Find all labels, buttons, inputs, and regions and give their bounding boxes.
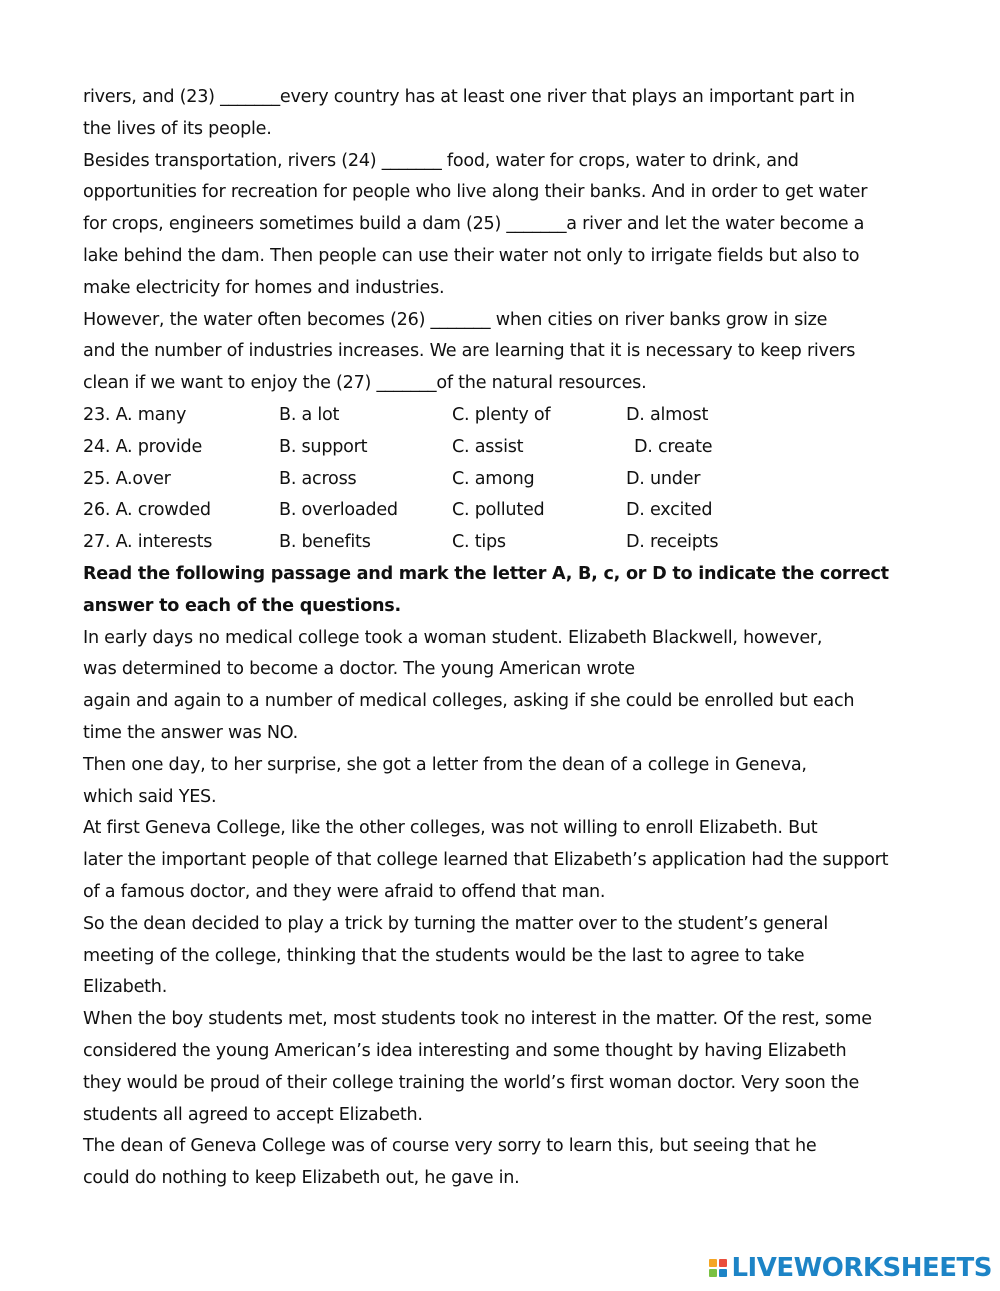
logo-text: LIVEWORKSHEETS	[731, 1253, 992, 1283]
option-row-26	[83, 495, 883, 527]
answer-options	[83, 400, 883, 559]
option-b: B. across	[279, 468, 357, 489]
passage-line: At first Geneva College, like the other colleges, was not willing to enroll Elizabeth. But	[83, 818, 818, 839]
passage-line: The dean of Geneva College was of course very sorry to learn this, but seeing that he	[83, 1136, 817, 1157]
passage-line: Then one day, to her surprise, she got a letter from the dean of a college in Geneva,	[83, 754, 807, 775]
passage-river	[83, 82, 883, 400]
option-d: D. receipts	[626, 532, 719, 553]
option-a: 25. A.over	[83, 468, 171, 489]
passage-line: of a famous doctor, and they were afraid to offend that man.	[83, 881, 606, 902]
worksheet-page	[83, 82, 889, 1195]
option-a: 23. A. many	[83, 404, 187, 425]
option-c: C. assist	[452, 436, 524, 457]
passage-line: for crops, engineers sometimes build a dam (25) _______a river and let the water become a	[83, 214, 865, 235]
option-a: 24. A. provide	[83, 436, 203, 457]
option-d: D. excited	[626, 500, 713, 521]
option-row-23	[83, 400, 883, 432]
passage-line: clean if we want to enjoy the (27) _______of the natural resources.	[83, 373, 647, 394]
liveworksheets-logo[interactable]	[709, 1253, 992, 1283]
logo-icon	[709, 1259, 727, 1277]
passage-elizabeth	[83, 623, 889, 1195]
option-row-27	[83, 527, 883, 559]
option-row-25	[83, 464, 883, 496]
option-c: C. polluted	[452, 500, 545, 521]
option-a: 27. A. interests	[83, 532, 213, 553]
option-row-24	[83, 432, 883, 464]
passage-line: time the answer was NO.	[83, 722, 299, 743]
passage-line: Besides transportation, rivers (24) _______ food, water for crops, water to drink, and	[83, 150, 799, 171]
passage-line: again and again to a number of medical colleges, asking if she could be enrolled but each	[83, 691, 855, 712]
passage-line: make electricity for homes and industries.	[83, 277, 445, 298]
passage-line: meeting of the college, thinking that the students would be the last to agree to take	[83, 945, 805, 966]
passage-line: was determined to become a doctor. The young American wrote	[83, 659, 635, 680]
option-b: B. support	[279, 436, 368, 457]
passage-line: In early days no medical college took a woman student. Elizabeth Blackwell, however,	[83, 627, 823, 648]
passage-line: Elizabeth.	[83, 977, 168, 998]
passage-line: students all agreed to accept Elizabeth.	[83, 1104, 423, 1125]
passage-line: When the boy students met, most students took no interest in the matter. Of the rest, some	[83, 1009, 872, 1030]
passage-line: later the important people of that college learned that Elizabeth’s application had the support	[83, 850, 889, 871]
option-d: D. almost	[626, 404, 709, 425]
option-c: C. among	[452, 468, 535, 489]
logo-block	[709, 1259, 717, 1267]
passage-line: However, the water often becomes (26) _______ when cities on river banks grow in size	[83, 309, 828, 330]
passage-line: and the number of industries increases. We are learning that it is necessary to keep rivers	[83, 341, 856, 362]
passage-line: could do nothing to keep Elizabeth out, he gave in.	[83, 1168, 520, 1189]
option-b: B. a lot	[279, 404, 340, 425]
logo-block	[719, 1269, 727, 1277]
passage-line: lake behind the dam. Then people can use their water not only to irrigate fields but also to	[83, 245, 860, 266]
option-b: B. benefits	[279, 532, 371, 553]
passage-line: they would be proud of their college training the world’s first woman doctor. Very soon the	[83, 1072, 860, 1093]
passage-line: considered the young American’s idea interesting and some thought by having Elizabeth	[83, 1040, 847, 1061]
passage-line: opportunities for recreation for people who live along their banks. And in order to get water	[83, 182, 868, 203]
option-a: 26. A. crowded	[83, 500, 211, 521]
option-d: D. under	[626, 468, 701, 489]
passage-line: the lives of its people.	[83, 118, 272, 139]
passage-line: So the dean decided to play a trick by turning the matter over to the student’s general	[83, 913, 828, 934]
instruction	[83, 559, 889, 623]
option-c: C. tips	[452, 532, 506, 553]
option-d: D. create	[634, 436, 713, 457]
option-c: C. plenty of	[452, 404, 551, 425]
instruction-line: Read the following passage and mark the letter A, B, c, or D to indicate the correct	[83, 563, 889, 584]
logo-block	[709, 1269, 717, 1277]
option-b: B. overloaded	[279, 500, 398, 521]
instruction-line: answer to each of the questions.	[83, 595, 401, 616]
passage-line: which said YES.	[83, 786, 217, 807]
logo-block	[719, 1259, 727, 1267]
passage-line: rivers, and (23) _______every country has at least one river that plays an important part in	[83, 87, 855, 107]
